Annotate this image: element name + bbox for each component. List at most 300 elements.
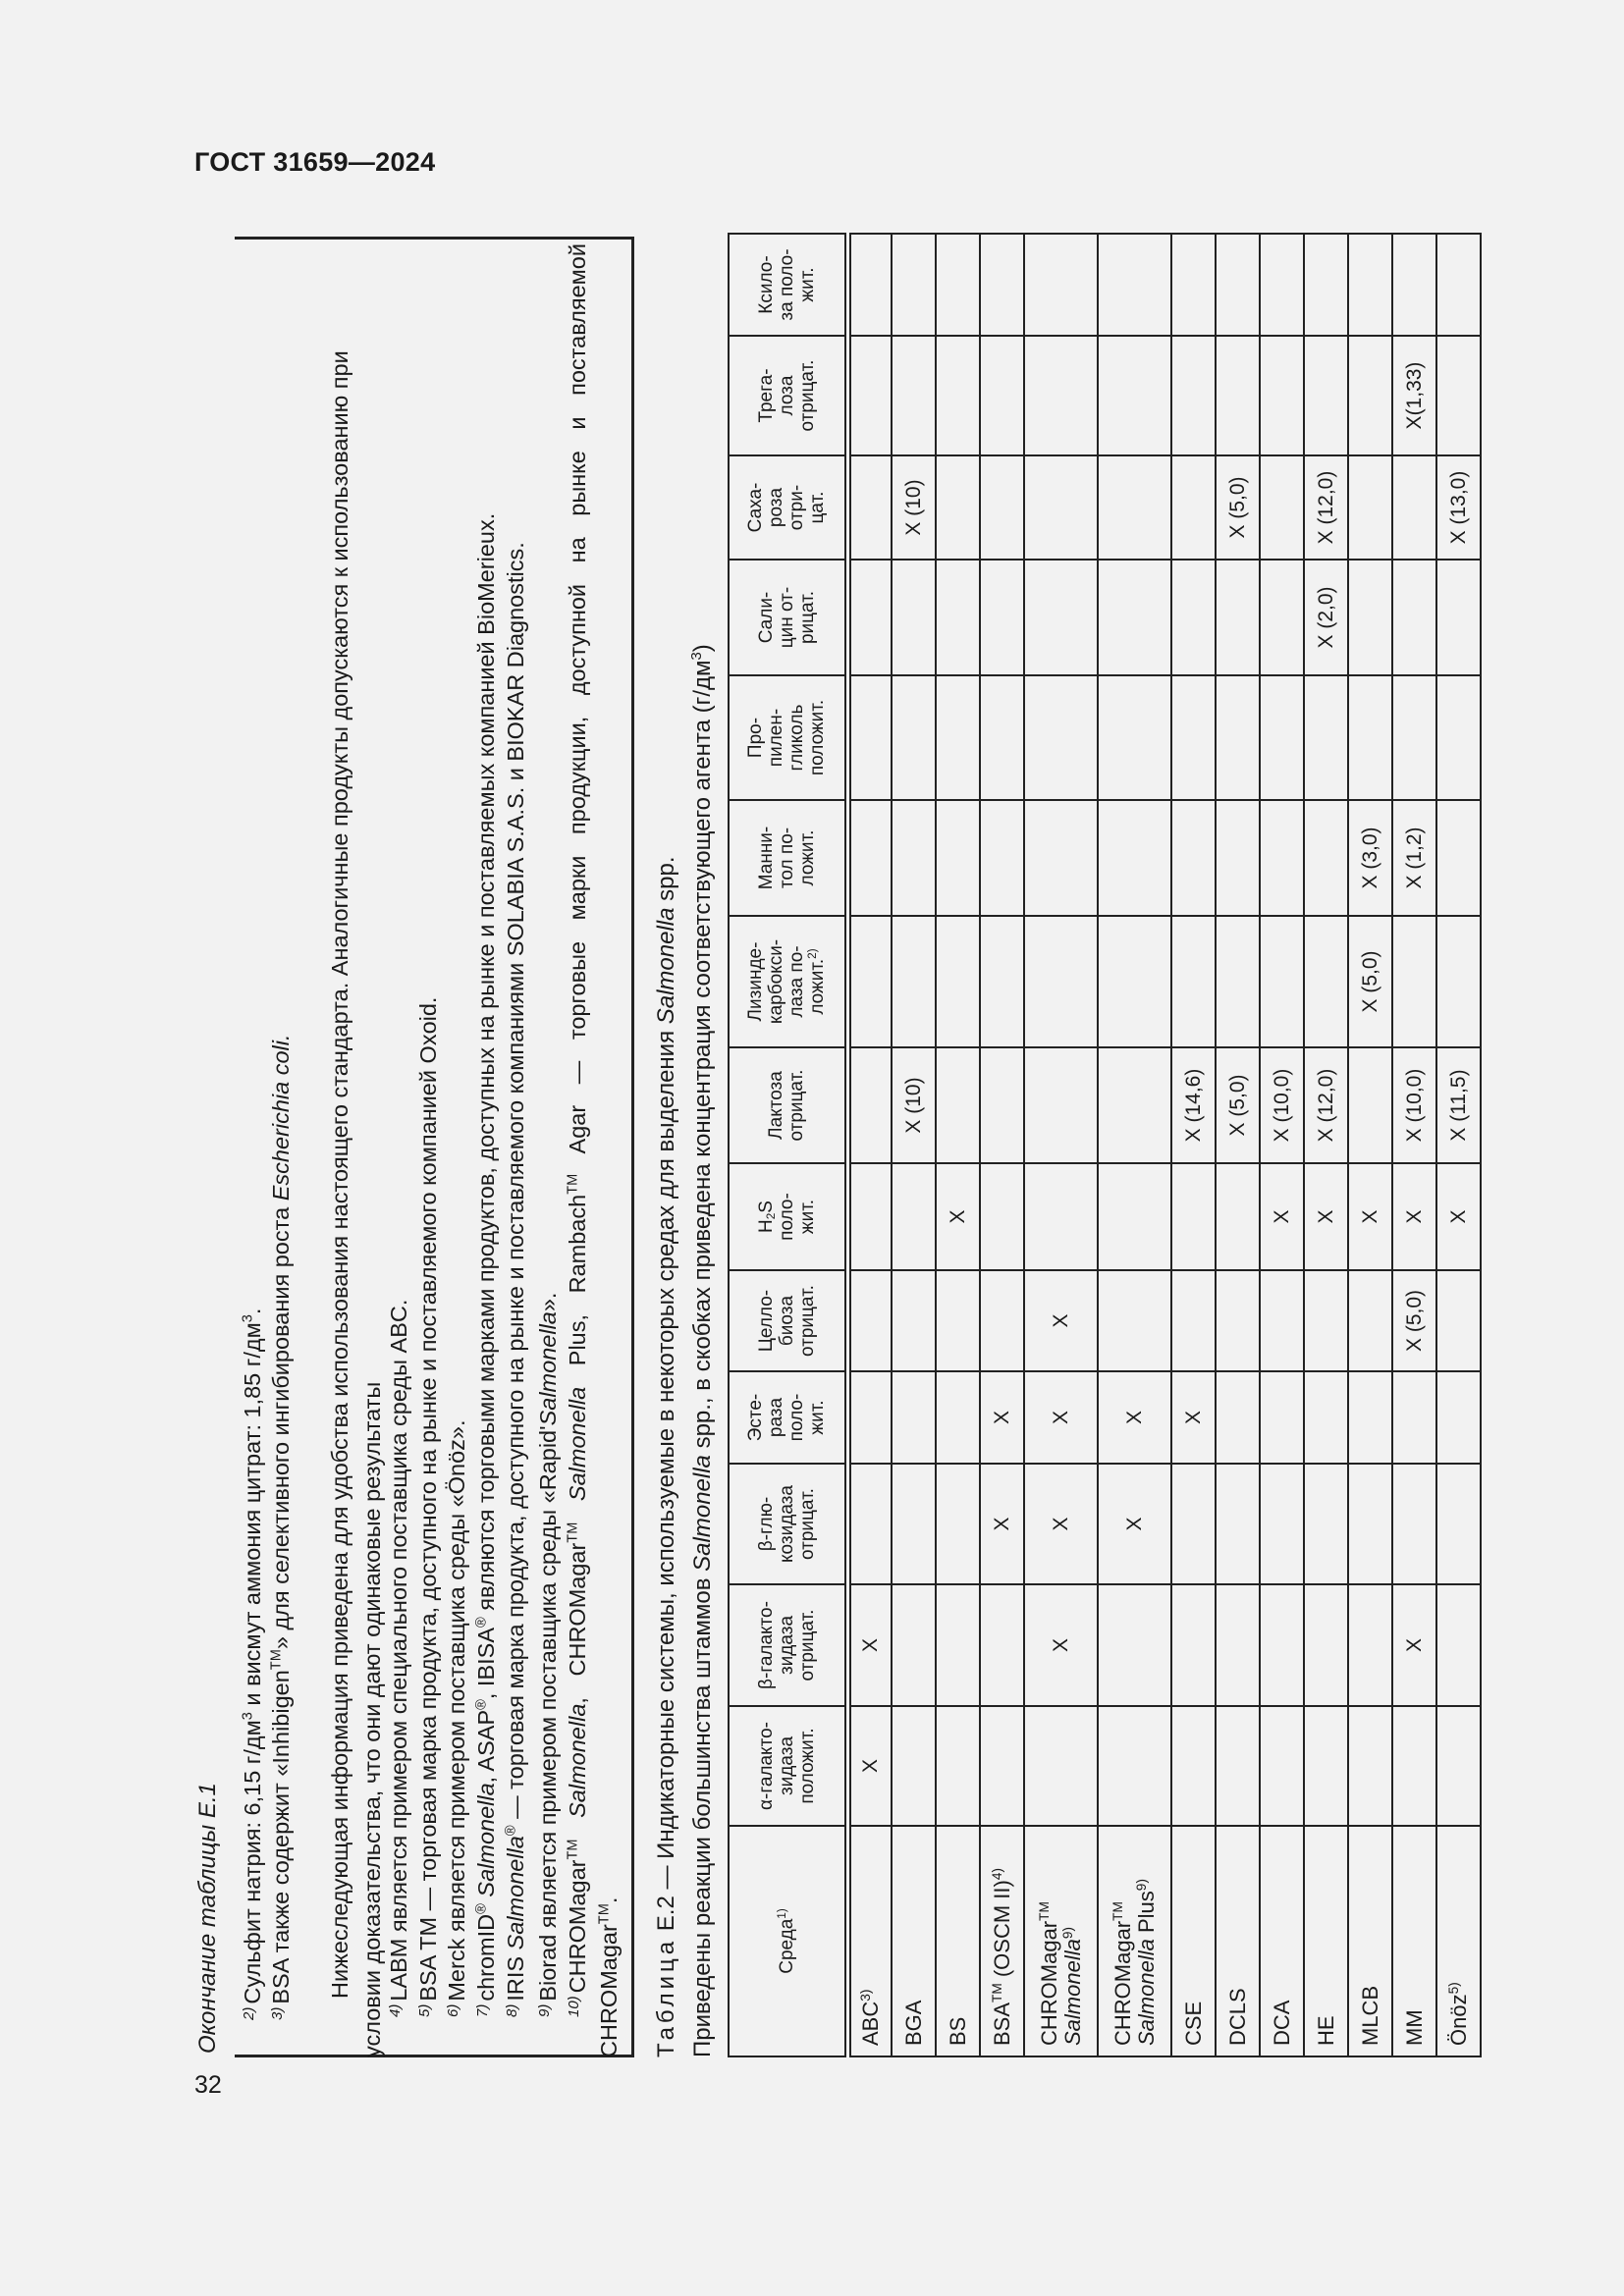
table-cell bbox=[1392, 560, 1436, 675]
table-cell bbox=[1348, 455, 1392, 560]
row-label bbox=[936, 1826, 980, 2056]
row-label bbox=[847, 1826, 892, 2056]
table-cell bbox=[1436, 1371, 1481, 1464]
table-cell bbox=[1260, 234, 1304, 336]
text-segment: Среда bbox=[776, 1918, 797, 1974]
table-cell: X (12,0) bbox=[1304, 1047, 1348, 1163]
table-cell: X bbox=[1260, 1163, 1304, 1270]
text-line bbox=[777, 235, 797, 335]
table-cell: X (5,0) bbox=[1216, 455, 1260, 560]
table-cell bbox=[892, 336, 936, 455]
table-cell: X bbox=[980, 1464, 1024, 1584]
table-cell: X (3,0) bbox=[1348, 800, 1392, 916]
text-line bbox=[1061, 1827, 1085, 2046]
text-segment: CSE bbox=[1180, 2001, 1206, 2046]
table-cell bbox=[847, 916, 892, 1047]
text-line bbox=[756, 235, 777, 335]
table-row bbox=[1171, 234, 1216, 2056]
table-cell bbox=[1392, 675, 1436, 800]
footnote-marker: 3) bbox=[269, 2006, 286, 2020]
text-segment: цин от- bbox=[776, 586, 797, 649]
table-cell: X (5,0) bbox=[1216, 1047, 1260, 1163]
text-segment: поло- bbox=[786, 1393, 808, 1442]
text-line bbox=[756, 801, 777, 915]
continuation-label: Окончание таблицы Е.1 bbox=[194, 1783, 221, 2054]
table-cell bbox=[1216, 560, 1260, 675]
table-cell bbox=[980, 1163, 1024, 1270]
text-segment: ABC bbox=[857, 2001, 883, 2046]
table-cell bbox=[980, 675, 1024, 800]
table-cell bbox=[1216, 1706, 1260, 1826]
table-cell bbox=[936, 455, 980, 560]
text-segment: жит. bbox=[796, 1199, 818, 1235]
text-segment: 2 bbox=[764, 1212, 778, 1220]
text-segment: . bbox=[240, 1308, 265, 1315]
text-line bbox=[1038, 1827, 1061, 2046]
table-cell bbox=[1098, 455, 1171, 560]
table-cell bbox=[1098, 336, 1171, 455]
text-segment: DCLS bbox=[1224, 1988, 1250, 2046]
table-cell bbox=[1171, 560, 1216, 675]
text-segment: Salmonella bbox=[473, 1783, 499, 1897]
table-cell bbox=[1024, 800, 1098, 916]
text-segment: β-галакто- bbox=[755, 1601, 777, 1689]
text-segment: 4) bbox=[989, 1868, 1004, 1881]
text-segment: Трега- bbox=[755, 368, 777, 423]
table-cell: X bbox=[936, 1163, 980, 1270]
table-cell bbox=[1392, 1371, 1436, 1464]
table-cell bbox=[1392, 1706, 1436, 1826]
table-row bbox=[1024, 234, 1098, 2056]
table-cell: X bbox=[1024, 1584, 1098, 1706]
table-cell: X bbox=[1171, 1371, 1216, 1464]
text-line bbox=[756, 1164, 777, 1269]
text-line bbox=[766, 917, 786, 1046]
table-cell bbox=[1098, 800, 1171, 916]
table-cell bbox=[847, 1163, 892, 1270]
table-cell bbox=[980, 336, 1024, 455]
text-segment: Plus, Rambach bbox=[565, 1194, 590, 1387]
text-line bbox=[777, 1465, 797, 1583]
text-segment: H bbox=[755, 1219, 777, 1233]
caption-label: Таблица bbox=[653, 1937, 679, 2057]
table-cell bbox=[1216, 1371, 1260, 1464]
text-segment: ® bbox=[473, 1903, 490, 1914]
table-cell bbox=[1436, 336, 1481, 455]
column-header bbox=[729, 1163, 847, 1270]
text-segment: ® bbox=[473, 1617, 490, 1628]
text-segment: BS bbox=[945, 2016, 970, 2046]
text-line bbox=[756, 1465, 777, 1583]
text-segment: Salmonella bbox=[1133, 1939, 1159, 2046]
text-segment: CHROMagar bbox=[596, 1924, 622, 2057]
text-segment: TM bbox=[268, 1649, 285, 1671]
table-cell bbox=[1304, 916, 1348, 1047]
row-label bbox=[1024, 1826, 1098, 2056]
table-cell bbox=[1171, 234, 1216, 336]
table-cell bbox=[1260, 800, 1304, 916]
footnote-3 bbox=[263, 1034, 296, 2020]
table-cell bbox=[1171, 916, 1216, 1047]
row-label bbox=[1098, 1826, 1171, 2056]
text-segment: CHROMagar bbox=[565, 1859, 590, 1994]
text-line bbox=[807, 456, 828, 559]
table-cell bbox=[1024, 916, 1098, 1047]
text-segment: TM bbox=[989, 1983, 1004, 2002]
text-line bbox=[902, 1827, 926, 2046]
text-segment: лоза bbox=[776, 375, 797, 416]
text-segment: Merck является примером поставщика среды «Önöz». bbox=[444, 1419, 469, 2002]
footnote-marker: 10) bbox=[566, 1996, 582, 2017]
table-cell bbox=[1436, 916, 1481, 1047]
table-cell bbox=[936, 1464, 980, 1584]
text-line bbox=[777, 1164, 797, 1269]
text-segment: раза bbox=[766, 1397, 787, 1438]
text-segment: (OSCM II) bbox=[989, 1880, 1014, 1984]
column-header bbox=[729, 560, 847, 675]
table-cell bbox=[1024, 455, 1098, 560]
text-segment: Salmonella bbox=[689, 1455, 716, 1572]
text-segment: Plus bbox=[1133, 1891, 1159, 1940]
table-cell bbox=[847, 560, 892, 675]
table-cell bbox=[892, 1706, 936, 1826]
table-cell bbox=[1348, 675, 1392, 800]
text-segment: 2) bbox=[806, 948, 820, 959]
text-line bbox=[807, 676, 828, 799]
text-segment: Сали- bbox=[755, 591, 777, 644]
text-line bbox=[1447, 1827, 1471, 2046]
column-header bbox=[729, 1584, 847, 1706]
footnote-9 bbox=[530, 1293, 563, 2017]
text-segment: Целло- bbox=[755, 1289, 777, 1353]
table-cell bbox=[980, 800, 1024, 916]
table-cell bbox=[1216, 1584, 1260, 1706]
text-line bbox=[786, 676, 807, 799]
text-segment: ® bbox=[503, 1825, 519, 1837]
text-segment: β-глю- bbox=[755, 1496, 777, 1552]
table-subcaption bbox=[688, 644, 718, 2057]
table-cell: X (10,0) bbox=[1392, 1047, 1436, 1163]
table-cell bbox=[1098, 234, 1171, 336]
header-row bbox=[729, 234, 847, 2056]
text-line bbox=[797, 1707, 818, 1825]
table-cell bbox=[980, 560, 1024, 675]
text-segment bbox=[565, 1501, 590, 1522]
table-cell bbox=[1024, 560, 1098, 675]
text-line bbox=[745, 676, 766, 799]
text-segment: за поло- bbox=[776, 248, 797, 321]
text-segment: TM bbox=[1110, 1901, 1125, 1921]
text-segment: Ксило- bbox=[755, 255, 777, 314]
text-line bbox=[797, 1271, 818, 1370]
text-segment: положит. bbox=[807, 699, 829, 776]
text-line bbox=[756, 1585, 777, 1705]
text-segment: Biorad является примером поставщика среды «Rapid' bbox=[535, 1425, 561, 2002]
table-cell bbox=[1348, 1270, 1392, 1371]
table-cell: X (11,5) bbox=[1436, 1047, 1481, 1163]
table-cell bbox=[1098, 1706, 1171, 1826]
table-cell bbox=[1260, 336, 1304, 455]
table-cell bbox=[1348, 1464, 1392, 1584]
footnote-marker: 4) bbox=[387, 2003, 404, 2017]
column-header bbox=[729, 1047, 847, 1163]
table-cell bbox=[936, 916, 980, 1047]
table-cell bbox=[892, 1163, 936, 1270]
table-cell bbox=[980, 1706, 1024, 1826]
table-cell bbox=[1098, 1163, 1171, 1270]
table-row bbox=[980, 234, 1024, 2056]
table-cell: X (14,6) bbox=[1171, 1047, 1216, 1163]
table-cell bbox=[936, 560, 980, 675]
text-line bbox=[1315, 1827, 1338, 2046]
text-segment: ложит. bbox=[807, 958, 829, 1015]
text-segment: зидаза bbox=[776, 1735, 797, 1796]
table-cell bbox=[1304, 675, 1348, 800]
table-cell bbox=[1348, 1584, 1392, 1706]
text-line bbox=[947, 1827, 970, 2046]
row-label bbox=[1171, 1826, 1216, 2056]
table-cell bbox=[1216, 1163, 1260, 1270]
table-cell bbox=[980, 916, 1024, 1047]
footnote-marker: 6) bbox=[445, 2003, 461, 2017]
text-segment: тол по- bbox=[776, 827, 797, 889]
document-code: ГОСТ 31659—2024 bbox=[194, 147, 436, 177]
table-cell bbox=[1171, 336, 1216, 455]
text-segment: TM bbox=[1036, 1901, 1052, 1921]
table-cell bbox=[1260, 455, 1304, 560]
table-cell bbox=[1392, 1464, 1436, 1584]
table-cell: X (5,0) bbox=[1348, 916, 1392, 1047]
table-cell bbox=[1436, 1464, 1481, 1584]
text-line bbox=[807, 1372, 828, 1463]
text-segment: и висмут аммония цитрат: 1,85 г/дм bbox=[240, 1322, 265, 1713]
text-segment: зидаза bbox=[776, 1615, 797, 1676]
text-segment: — торговая марка продукта, доступного на рынке и поставляемого компаниями SOLABIA S.A.S. и BIOKAR Diagnostics. bbox=[503, 542, 528, 1826]
table-cell bbox=[1024, 675, 1098, 800]
table-cell bbox=[847, 1371, 892, 1464]
row-label bbox=[1216, 1826, 1260, 2056]
rotated-page-body bbox=[187, 231, 1488, 2061]
table-cell bbox=[847, 336, 892, 455]
text-segment: жит. bbox=[796, 267, 818, 302]
table-row bbox=[1304, 234, 1348, 2056]
text-line bbox=[1135, 1827, 1159, 2046]
note-line bbox=[594, 1897, 623, 2057]
text-segment: TM bbox=[565, 1839, 581, 1860]
text-segment: S bbox=[755, 1201, 777, 1213]
table-cell bbox=[892, 560, 936, 675]
row-label bbox=[892, 1826, 936, 2056]
table-cell bbox=[1392, 916, 1436, 1047]
table-cell bbox=[1024, 1047, 1098, 1163]
caption-text: Е.2 — Индикаторные системы, используемые в некоторых средах для выделения bbox=[653, 1024, 679, 1938]
text-segment: CHROMagar bbox=[1036, 1920, 1061, 2046]
table-cell bbox=[847, 1464, 892, 1584]
table-cell bbox=[892, 1270, 936, 1371]
text-line bbox=[766, 456, 786, 559]
caption-end: spp. bbox=[653, 856, 679, 908]
column-header bbox=[729, 916, 847, 1047]
text-line bbox=[777, 337, 797, 454]
table-row bbox=[1098, 234, 1171, 2056]
text-segment: биоза bbox=[776, 1295, 797, 1347]
table-cell bbox=[1348, 234, 1392, 336]
text-segment: Agar — торговые марки продукции, доступной на рынке и поставляемой bbox=[565, 242, 590, 1174]
table-cell: X bbox=[1024, 1371, 1098, 1464]
table-cell bbox=[1392, 234, 1436, 336]
table-row bbox=[1392, 234, 1436, 2056]
text-segment: MLCB bbox=[1357, 1985, 1382, 2046]
table-cell bbox=[1171, 1163, 1216, 1270]
table-cell bbox=[1098, 1584, 1171, 1706]
text-segment: , CHROMagar bbox=[565, 1542, 590, 1704]
text-segment: отри- bbox=[786, 484, 808, 531]
text-line bbox=[756, 561, 777, 674]
footnote-6 bbox=[439, 1419, 471, 2017]
table-cell bbox=[1304, 1270, 1348, 1371]
table-cell: X (12,0) bbox=[1304, 455, 1348, 560]
text-segment: 9) bbox=[1059, 1927, 1075, 1940]
row-label bbox=[1260, 1826, 1304, 2056]
table-cell bbox=[847, 800, 892, 916]
text-segment: 3) bbox=[857, 1989, 873, 2002]
footnote-8 bbox=[498, 542, 530, 2017]
table-cell bbox=[1260, 675, 1304, 800]
caption-italic: Salmonella bbox=[653, 907, 679, 1025]
text-segment: Нижеследующая информация приведена для удобства использования настоящего стандарта. Аналогичные продукты допускаются к использованию при bbox=[327, 350, 352, 1999]
text-line bbox=[859, 1827, 883, 2046]
footnote-marker: 8) bbox=[504, 2003, 520, 2017]
text-segment: DCA bbox=[1269, 2000, 1294, 2046]
table-cell bbox=[1216, 916, 1260, 1047]
column-header bbox=[729, 675, 847, 800]
table-cell bbox=[892, 1584, 936, 1706]
text-line bbox=[1111, 1827, 1135, 2046]
text-segment: Salmonella bbox=[565, 1386, 590, 1502]
text-segment: 3 bbox=[240, 1712, 256, 1721]
table-cell: X bbox=[980, 1371, 1024, 1464]
table-cell bbox=[1260, 1371, 1304, 1464]
footnote-7 bbox=[468, 513, 501, 2017]
table-cell bbox=[1436, 234, 1481, 336]
table-cell bbox=[1304, 1706, 1348, 1826]
text-line bbox=[777, 801, 797, 915]
table-cell bbox=[1436, 675, 1481, 800]
table-cell bbox=[1098, 560, 1171, 675]
text-segment: ) bbox=[689, 644, 716, 653]
table-cell bbox=[1304, 1371, 1348, 1464]
text-line bbox=[991, 1827, 1014, 2046]
text-line bbox=[797, 801, 818, 915]
text-segment: ® bbox=[473, 1699, 490, 1710]
table-cell bbox=[1436, 1584, 1481, 1706]
text-segment: α-галакто- bbox=[755, 1722, 777, 1810]
table-caption bbox=[652, 856, 681, 2057]
table-cell bbox=[1024, 1163, 1098, 1270]
table-cell bbox=[1436, 1270, 1481, 1371]
text-segment: поло- bbox=[776, 1193, 797, 1241]
table-cell bbox=[1216, 800, 1260, 916]
table-cell: X (10) bbox=[892, 1047, 936, 1163]
text-segment: ». bbox=[535, 1292, 561, 1312]
table-cell: X bbox=[1392, 1163, 1436, 1270]
table-cell bbox=[1304, 800, 1348, 916]
table-cell: X (1,2) bbox=[1392, 800, 1436, 916]
table-cell bbox=[1348, 560, 1392, 675]
text-segment: BSA TM — торговая марка продукта, доступного на рынке и поставляемого компанией Oxoid. bbox=[415, 996, 441, 2002]
table-cell bbox=[1260, 1706, 1304, 1826]
table-cell: X bbox=[847, 1706, 892, 1826]
text-segment: рицат. bbox=[796, 590, 818, 645]
table-row bbox=[847, 234, 892, 2056]
text-segment: условии доказательства, что они дают одинаковые результаты bbox=[359, 1381, 385, 2057]
text-segment: 3 bbox=[240, 1314, 256, 1323]
text-line bbox=[777, 1827, 797, 2056]
text-segment: 5) bbox=[1445, 1982, 1461, 1995]
text-segment: ложит. bbox=[796, 829, 818, 886]
table-cell bbox=[1171, 1706, 1216, 1826]
text-line bbox=[797, 235, 818, 335]
table-row bbox=[892, 234, 936, 2056]
table-cell bbox=[1304, 1464, 1348, 1584]
table-cell: X (13,0) bbox=[1436, 455, 1481, 560]
table-cell bbox=[936, 675, 980, 800]
table-cell bbox=[892, 800, 936, 916]
text-segment: 3 bbox=[689, 652, 706, 661]
table-cell bbox=[1260, 916, 1304, 1047]
text-segment: Escherichia coli. bbox=[268, 1034, 294, 1201]
table-cell bbox=[1098, 916, 1171, 1047]
table-cell: X (10,0) bbox=[1260, 1047, 1304, 1163]
text-segment: отрицат. bbox=[796, 1609, 818, 1682]
text-line bbox=[756, 337, 777, 454]
table-cell bbox=[892, 916, 936, 1047]
table-cell: X bbox=[1098, 1464, 1171, 1584]
text-segment: Önöz bbox=[1445, 1994, 1471, 2046]
column-header bbox=[729, 1371, 847, 1464]
text-segment: BSA bbox=[989, 2002, 1014, 2046]
text-line bbox=[777, 1707, 797, 1825]
table-cell bbox=[847, 1047, 892, 1163]
text-line bbox=[745, 1372, 766, 1463]
column-header bbox=[729, 1270, 847, 1371]
text-segment: роза bbox=[766, 487, 787, 528]
row-label bbox=[1392, 1826, 1436, 2056]
table-cell: X bbox=[1304, 1163, 1348, 1270]
table-cell bbox=[892, 1371, 936, 1464]
table-cell: X bbox=[1024, 1270, 1098, 1371]
text-line bbox=[777, 1271, 797, 1370]
table-cell: X bbox=[1392, 1584, 1436, 1706]
text-segment: IRIS bbox=[503, 1949, 528, 2002]
text-segment: , IBISA bbox=[473, 1627, 499, 1700]
footnote-10 bbox=[560, 243, 592, 2017]
text-segment: являются торговыми марками продуктов, доступных на рынке и поставляемых компанией BioMerieux. bbox=[473, 512, 499, 1618]
text-line bbox=[807, 917, 828, 1046]
table-cell: X (5,0) bbox=[1392, 1270, 1436, 1371]
text-segment: LABM является примером специального поставщика среды ABC. bbox=[386, 1299, 411, 2002]
text-line bbox=[797, 561, 818, 674]
text-segment: HE bbox=[1313, 2015, 1338, 2046]
table-cell bbox=[1260, 1584, 1304, 1706]
row-label bbox=[1436, 1826, 1481, 2056]
text-line bbox=[766, 1048, 786, 1162]
text-line bbox=[786, 1048, 807, 1162]
text-segment: Лизинде- bbox=[745, 941, 767, 1022]
table-cell: X (10) bbox=[892, 455, 936, 560]
text-line bbox=[756, 1707, 777, 1825]
text-segment: карбокси- bbox=[766, 938, 787, 1025]
